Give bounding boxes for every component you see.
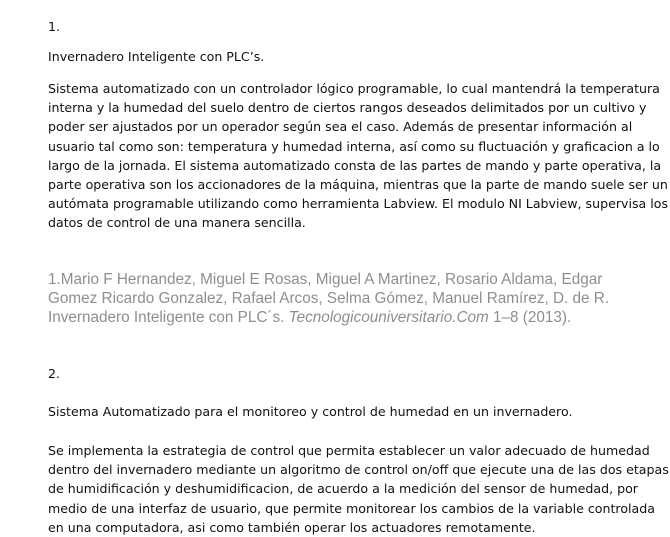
item-2-body-line: Se implementa la estrategia de control que permita establecer un valor adecuado de humedad <box>48 443 650 458</box>
item-1-body-line: parte operativa son los accionadores de la máquina, mientras que la parte de mando suele ser un <box>48 177 668 193</box>
item-1-body <box>48 79 669 233</box>
item-1-body-line: autómata programable utilizando como herramienta Labview. El modulo NI Labview, supervisa los <box>48 196 669 212</box>
citation-line-2: Gomez Ricardo Gonzalez, Rafael Arcos, Selma Gómez, Manuel Ramírez, D. de R. <box>48 290 610 308</box>
item-2-body-line: de humidificación y deshumidificacion, de acuerdo a la medición del sensor de humedad, por <box>48 481 638 497</box>
item-2-body <box>48 441 669 537</box>
citation-line-3 <box>48 308 648 327</box>
item-1-body-line: Sistema automatizado con un controlador lógico programable, lo cual mantendrá la temperatura <box>48 81 660 96</box>
citation-line-1: 1.Mario F Hernandez, Miguel E Rosas, Miguel A Martinez, Rosario Aldama, Edgar <box>48 271 603 288</box>
citation-journal: Tecnologicouniversitario.Com <box>288 309 489 327</box>
item-1-citation <box>48 270 648 328</box>
citation-title: Invernadero Inteligente con PLC´s. <box>48 309 289 327</box>
item-1-body-line: interna y la humedad del suelo dentro de ciertos rangos deseados delimitados por un cultivo y <box>48 100 647 116</box>
item-1-title: Invernadero Inteligente con PLC’s. <box>48 49 265 64</box>
item-2-body-line: medio de una interfaz de usuario, que permite monitorear los cambios de la variable controlada <box>48 500 655 516</box>
item-2-number: 2. <box>48 366 61 381</box>
item-2-body-line: en una computadora, asi como también operar los actuadores remotamente. <box>48 519 536 535</box>
item-1-number: 1. <box>48 19 61 34</box>
item-1-body-line: largo de la jornada. El sistema automatizado consta de las partes de mando y parte operativa, la <box>48 157 662 173</box>
citation-pages-year: 1–8 (2013). <box>488 309 572 327</box>
item-1-body-line: usuario tal como son: temperatura y humedad interna, así como su fluctuación y graficacion a lo <box>48 138 660 154</box>
item-2-title: Sistema Automatizado para el monitoreo y control de humedad en un invernadero. <box>48 404 573 419</box>
item-1-body-line: datos de control de una manera sencilla. <box>48 215 306 231</box>
item-2-body-line: dentro del invernadero mediante un algoritmo de control on/off que ejecute una de las dos etapas <box>48 462 669 478</box>
item-1-body-line: poder ser ajustados por un operador según sea el caso. Además de presentar información al <box>48 119 633 135</box>
